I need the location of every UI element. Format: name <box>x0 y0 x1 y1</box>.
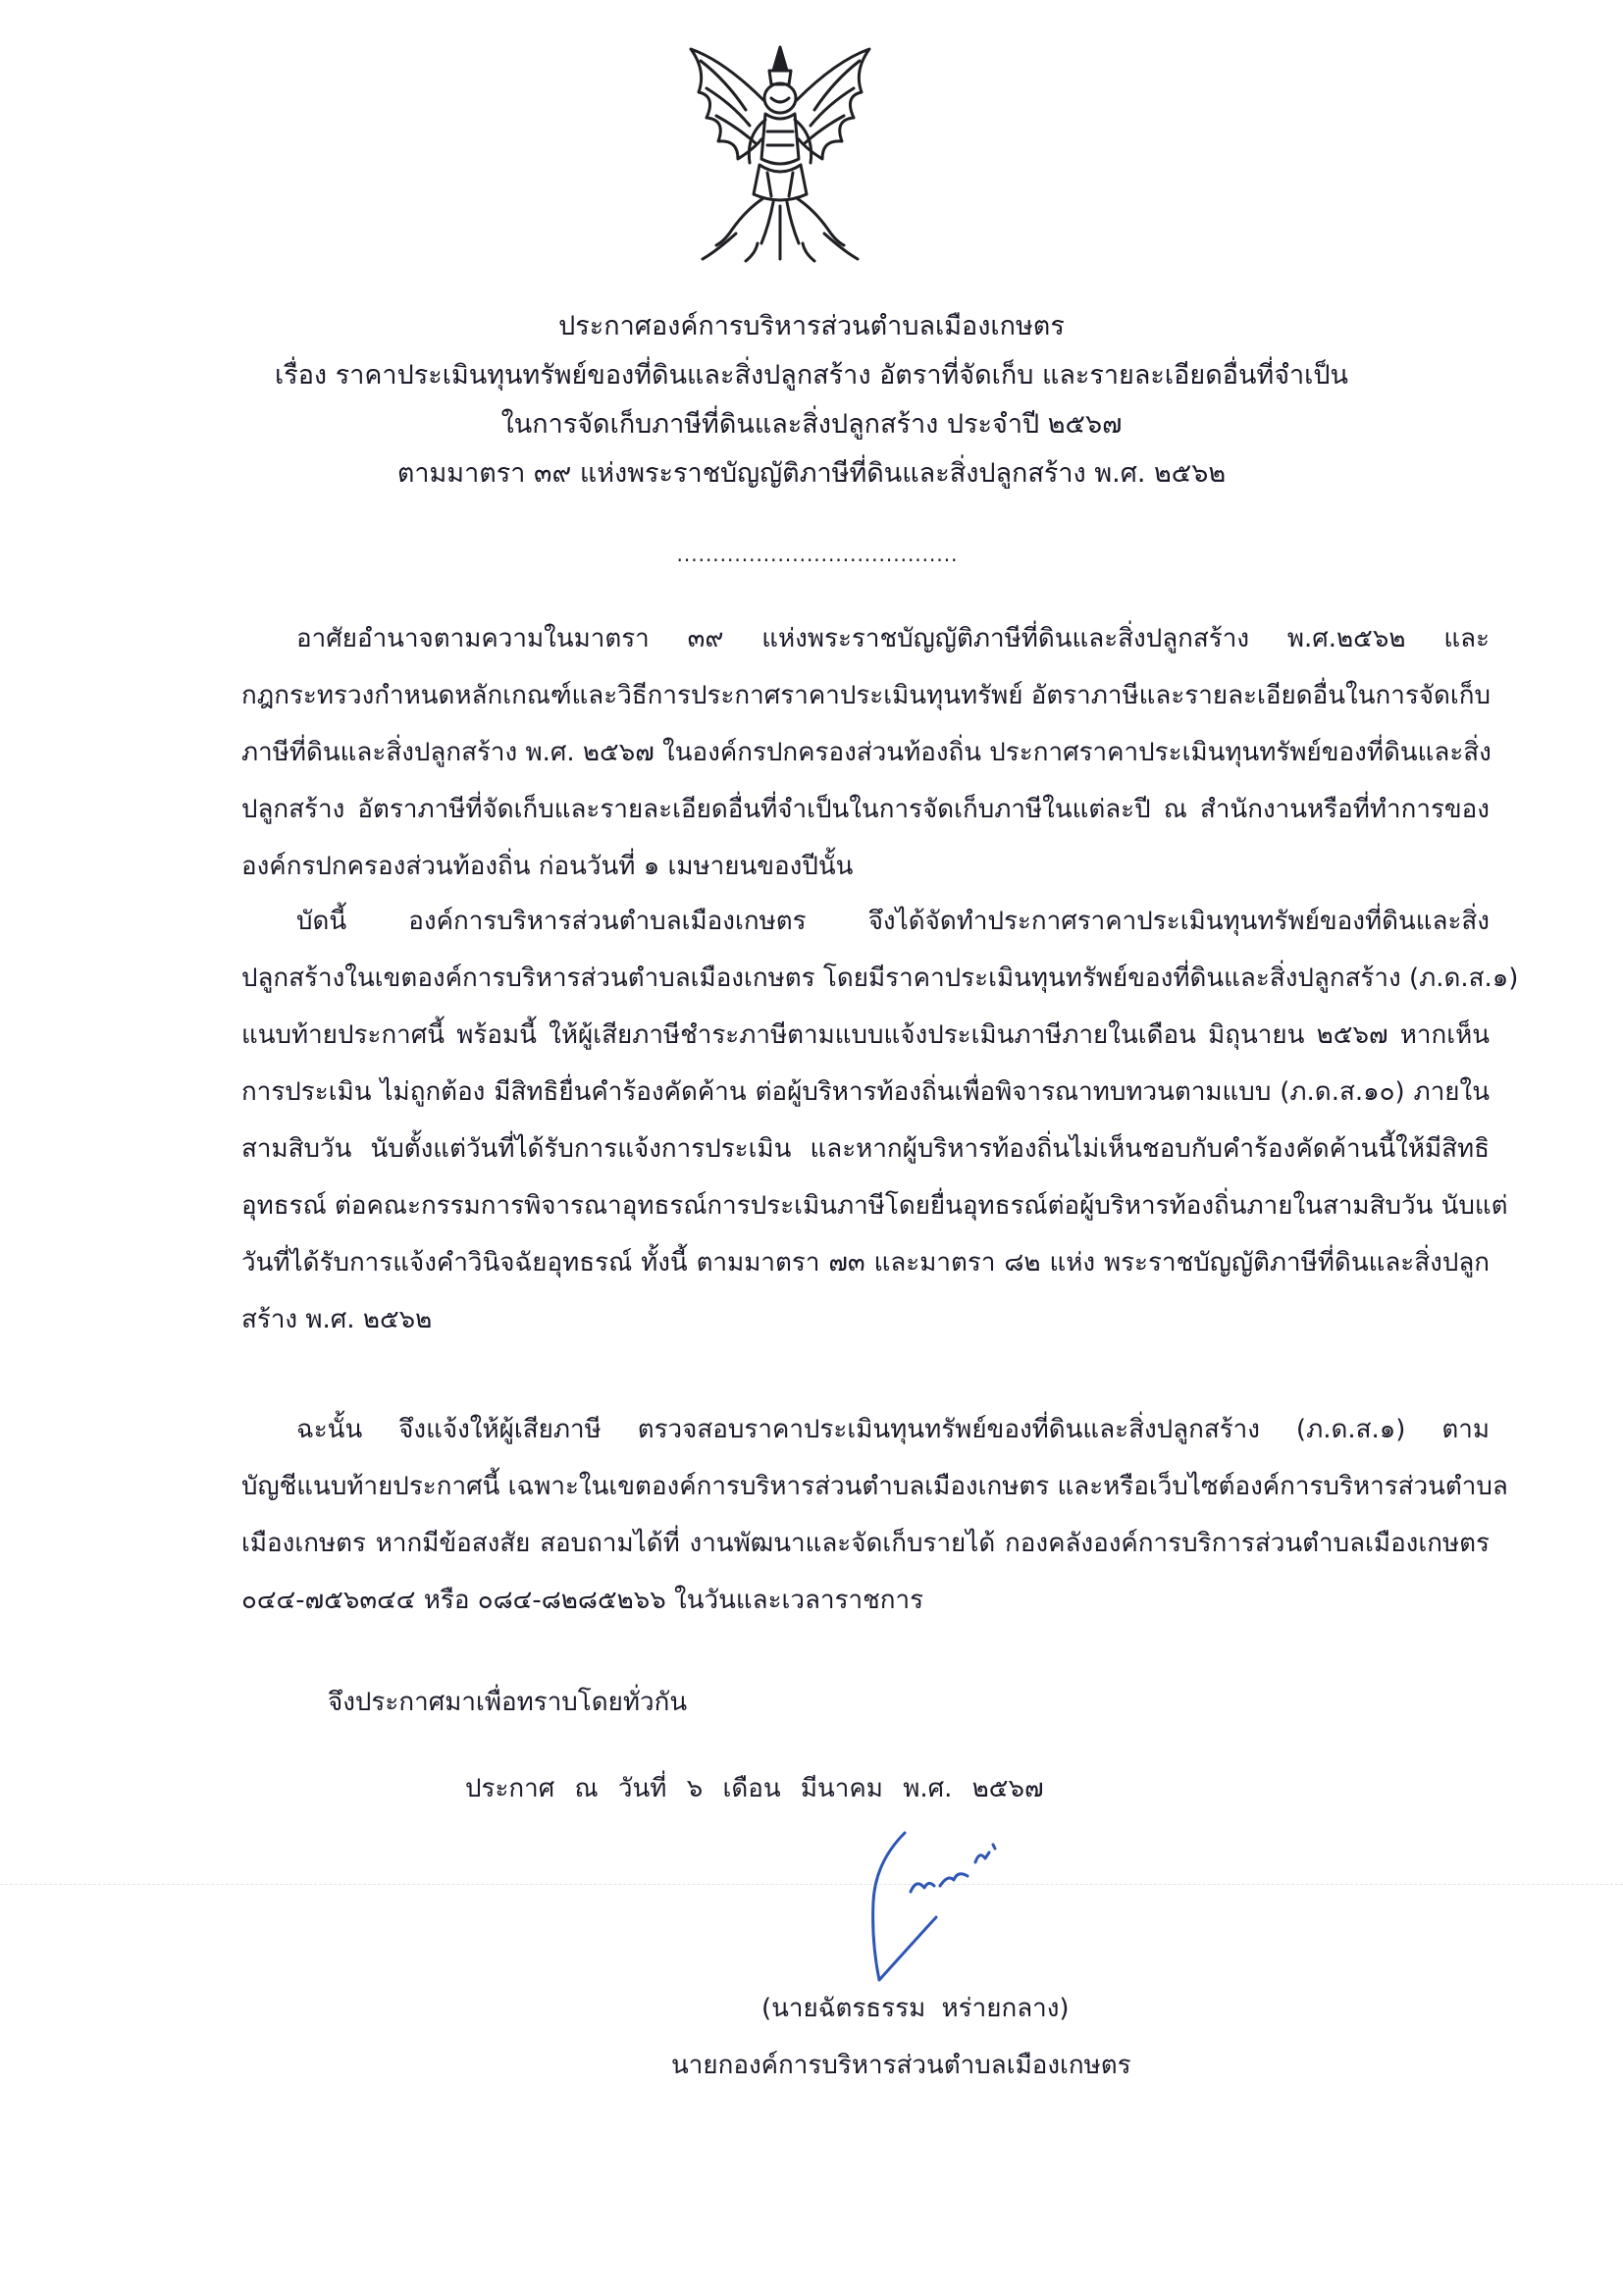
announcement-subject: เรื่อง ราคาประเมินทุนทรัพย์ของที่ดินและสิ่งปลูกสร้าง อัตราที่จัดเก็บ และรายละเอียดอื่นที่จำเป็น <box>274 360 1348 391</box>
paragraph-line: ปลูกสร้าง อัตราภาษีที่จัดเก็บและรายละเอียดอื่นที่จำเป็นในการจัดเก็บภาษีในแต่ละปี ณ สำนักงานหรือที่ทำการของ <box>241 795 1490 824</box>
paragraph-line: แนบท้ายประกาศนี้ พร้อมนี้ ให้ผู้เสียภาษีชำระภาษีตามแบบแจ้งประเมินภาษีภายในเดือน มิถุนายน ๒๕๖๗ หากเห็น <box>241 1020 1490 1050</box>
paragraph-line: องค์กรปกครองส่วนท้องถิ่น ก่อนวันที่ ๑ เมษายนของปีนั้น <box>241 852 854 881</box>
paragraph-line: บัญชีแนบท้ายประกาศนี้ เฉพาะในเขตองค์การบริหารส่วนตำบลเมืองเกษตร และหรือเว็บไซต์องค์การบริหารส่วนตำบล <box>241 1472 1508 1501</box>
paragraph-line: อุทธรณ์ ต่อคณะกรรมการพิจารณาอุทธรณ์การประเมินภาษีโดยยื่นอุทธรณ์ต่อผู้บริหารท้องถิ่นภายในสามสิบวัน นับแต่ <box>241 1191 1508 1221</box>
paragraph-line: ภาษีที่ดินและสิ่งปลูกสร้าง พ.ศ. ๒๕๖๗ ในองค์กรปกครองส่วนท้องถิ่น ประกาศราคาประเมินทุนทรัพย์ของที่ดินและสิ่ง <box>241 738 1492 767</box>
paragraph-contact-info <box>241 1401 1508 1629</box>
announcement-header <box>147 302 1476 498</box>
header-separator: ....................................... <box>676 543 959 566</box>
paragraph-line: สร้าง พ.ศ. ๒๕๖๒ <box>241 1305 433 1334</box>
announcement-date: ประกาศ ณ วันที่ ๖ เดือน มีนาคม พ.ศ. ๒๕๖๗ <box>465 1774 1044 1803</box>
paragraph-line: สามสิบวัน นับตั้งแต่วันที่ได้รับการแจ้งการประเมิน และหากผู้บริหารท้องถิ่นไม่เห็นชอบกับคำร้องคัดค้านนี้ให้มีสิทธิ <box>241 1134 1490 1164</box>
paragraph-assessment-notice <box>241 893 1519 1348</box>
paragraph-line: เมืองเกษตร หากมีข้อสงสัย สอบถามได้ที่ งานพัฒนาและจัดเก็บรายได้ กองคลังองค์การบริการส่วนตำบลเมืองเกษตร <box>241 1529 1490 1558</box>
paragraph-line: วันที่ได้รับการแจ้งคำวินิจฉัยอุทธรณ์ ทั้งนี้ ตามมาตรา ๗๓ และมาตรา ๘๒ แห่ง พระราชบัญญัติภาษีที่ดินและสิ่งปลูก <box>241 1248 1490 1278</box>
handwritten-signature <box>846 1823 1052 1990</box>
announcement-subject-line-2: ในการจัดเก็บภาษีที่ดินและสิ่งปลูกสร้าง ประจำปี ๒๕๖๗ <box>500 409 1123 440</box>
paragraph-line: การประเมิน ไม่ถูกต้อง มีสิทธิยื่นคำร้องคัดค้าน ต่อผู้บริหารท้องถิ่นเพื่อพิจารณาทบทวนตามแบบ (ภ.ด.ส.๑๐) ภายใน <box>241 1077 1490 1107</box>
scan-artifact-line <box>0 1884 1623 1885</box>
announcement-legal-reference: ตามมาตรา ๓๙ แห่งพระราชบัญญัติภาษีที่ดินและสิ่งปลูกสร้าง พ.ศ. ๒๕๖๒ <box>396 458 1227 489</box>
garuda-emblem-icon <box>677 41 883 265</box>
signatory-name: (นายฉัตรธรรม หร่ายกลาง) <box>761 1994 1070 2023</box>
paragraph-line: อาศัยอำนาจตามความในมาตรา ๓๙ แห่งพระราชบัญญัติภาษีที่ดินและสิ่งปลูกสร้าง พ.ศ.๒๕๖๒ และ <box>296 624 1490 653</box>
paragraph-line: ๐๔๔-๗๕๖๓๔๔ หรือ ๐๘๔-๘๒๘๕๒๖๖ ในวันและเวลาราชการ <box>241 1586 924 1615</box>
closing-statement: จึงประกาศมาเพื่อทราบโดยทั่วกัน <box>328 1688 688 1717</box>
paragraph-legal-basis <box>241 610 1490 895</box>
paragraph-line: ปลูกสร้างในเขตองค์การบริหารส่วนตำบลเมืองเกษตร โดยมีราคาประเมินทุนทรัพย์ของที่ดินและสิ่งปลูกสร้าง (ภ.ด.ส.๑) <box>241 964 1519 993</box>
signatory-title: นายกองค์การบริหารส่วนตำบลเมืองเกษตร <box>671 2051 1131 2080</box>
paragraph-line: กฎกระทรวงกำหนดหลักเกณฑ์และวิธีการประกาศราคาประเมินทุนทรัพย์ อัตราภาษีและรายละเอียดอื่นในการจัดเก็บ <box>241 681 1492 710</box>
paragraph-line: ฉะนั้น จึงแจ้งให้ผู้เสียภาษี ตรวจสอบราคาประเมินทุนทรัพย์ของที่ดินและสิ่งปลูกสร้าง (ภ.ด.ส.๑) ตาม <box>296 1415 1490 1444</box>
paragraph-line: บัดนี้ องค์การบริหารส่วนตำบลเมืองเกษตร จึงได้จัดทำประกาศราคาประเมินทุนทรัพย์ของที่ดินและสิ่ง <box>296 907 1490 936</box>
announcement-issuer: ประกาศองค์การบริหารส่วนตำบลเมืองเกษตร <box>558 311 1065 341</box>
